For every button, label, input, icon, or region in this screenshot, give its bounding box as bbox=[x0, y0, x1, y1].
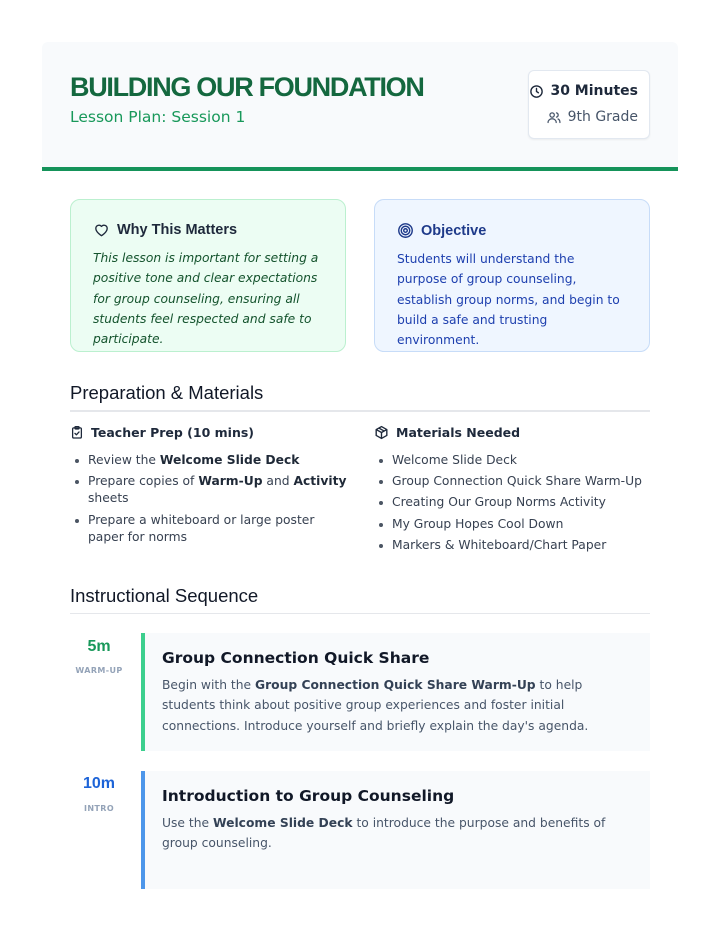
clock-icon bbox=[529, 84, 544, 99]
objective-heading-row bbox=[397, 222, 627, 239]
materials-heading: Materials Needed bbox=[396, 425, 521, 440]
lesson-header bbox=[42, 42, 678, 171]
step-label: WARM-UP bbox=[75, 666, 123, 675]
heart-icon bbox=[93, 222, 110, 238]
step-description: Use the Welcome Slide Deck to introduce the purpose and benefits of group counseling. bbox=[162, 816, 606, 851]
list-item: Prepare copies of Warm-Up and Activity sheets bbox=[70, 473, 348, 507]
step-duration: 10m bbox=[82, 775, 116, 792]
materials-column bbox=[374, 425, 652, 558]
materials-heading-row bbox=[374, 425, 652, 440]
grade-row bbox=[546, 109, 638, 125]
why-body: This lesson is important for setting a positive tone and clear expectations for group counseling, ensuring all students feel respected and safe to participate. bbox=[93, 251, 319, 347]
why-heading: Why This Matters bbox=[117, 222, 238, 238]
objective-body: Students will understand the purpose of group counseling, establish group norms, and begin to build a safe and trusting environment. bbox=[397, 252, 620, 348]
lesson-meta-box bbox=[528, 70, 650, 139]
clipboard-check-icon bbox=[70, 425, 84, 440]
teacher-prep-column bbox=[70, 425, 348, 550]
teacher-prep-heading: Teacher Prep (10 mins) bbox=[91, 425, 255, 440]
list-item: Prepare a whiteboard or large poster paper for norms bbox=[70, 512, 348, 546]
why-heading-row bbox=[93, 222, 323, 238]
step-duration: 5m bbox=[87, 638, 111, 655]
step-content bbox=[141, 633, 650, 751]
users-icon bbox=[546, 110, 562, 125]
teacher-prep-list bbox=[70, 452, 348, 546]
step-content bbox=[141, 771, 650, 889]
step-description: Begin with the Group Connection Quick Share Warm-Up to help students think about positive group experiences and foster initial connections. Introduce yourself and briefly explain the day's agenda. bbox=[162, 678, 589, 733]
instructional-sequence-title: Instructional Sequence bbox=[70, 585, 650, 614]
step-title: Introduction to Group Counseling bbox=[162, 787, 455, 805]
page-title: BUILDING OUR FOUNDATION bbox=[70, 72, 424, 102]
list-item: My Group Hopes Cool Down bbox=[374, 516, 652, 533]
materials-list bbox=[374, 452, 652, 554]
objective-heading: Objective bbox=[421, 222, 487, 239]
package-icon bbox=[374, 425, 389, 440]
objective-card bbox=[374, 199, 650, 352]
teacher-prep-heading-row bbox=[70, 425, 348, 440]
why-this-matters-card bbox=[70, 199, 346, 352]
list-item: Welcome Slide Deck bbox=[374, 452, 652, 469]
step-label: INTRO bbox=[83, 804, 115, 813]
page-subtitle: Lesson Plan: Session 1 bbox=[70, 108, 246, 126]
preparation-section-title: Preparation & Materials bbox=[70, 382, 650, 412]
list-item: Group Connection Quick Share Warm-Up bbox=[374, 473, 652, 490]
step-title: Group Connection Quick Share bbox=[162, 649, 430, 667]
duration-row bbox=[529, 83, 638, 99]
grade-text: 9th Grade bbox=[567, 109, 638, 125]
list-item: Review the Welcome Slide Deck bbox=[70, 452, 348, 469]
duration-text: 30 Minutes bbox=[550, 83, 638, 99]
list-item: Markers & Whiteboard/Chart Paper bbox=[374, 537, 652, 554]
list-item: Creating Our Group Norms Activity bbox=[374, 494, 652, 511]
target-icon bbox=[397, 222, 414, 239]
